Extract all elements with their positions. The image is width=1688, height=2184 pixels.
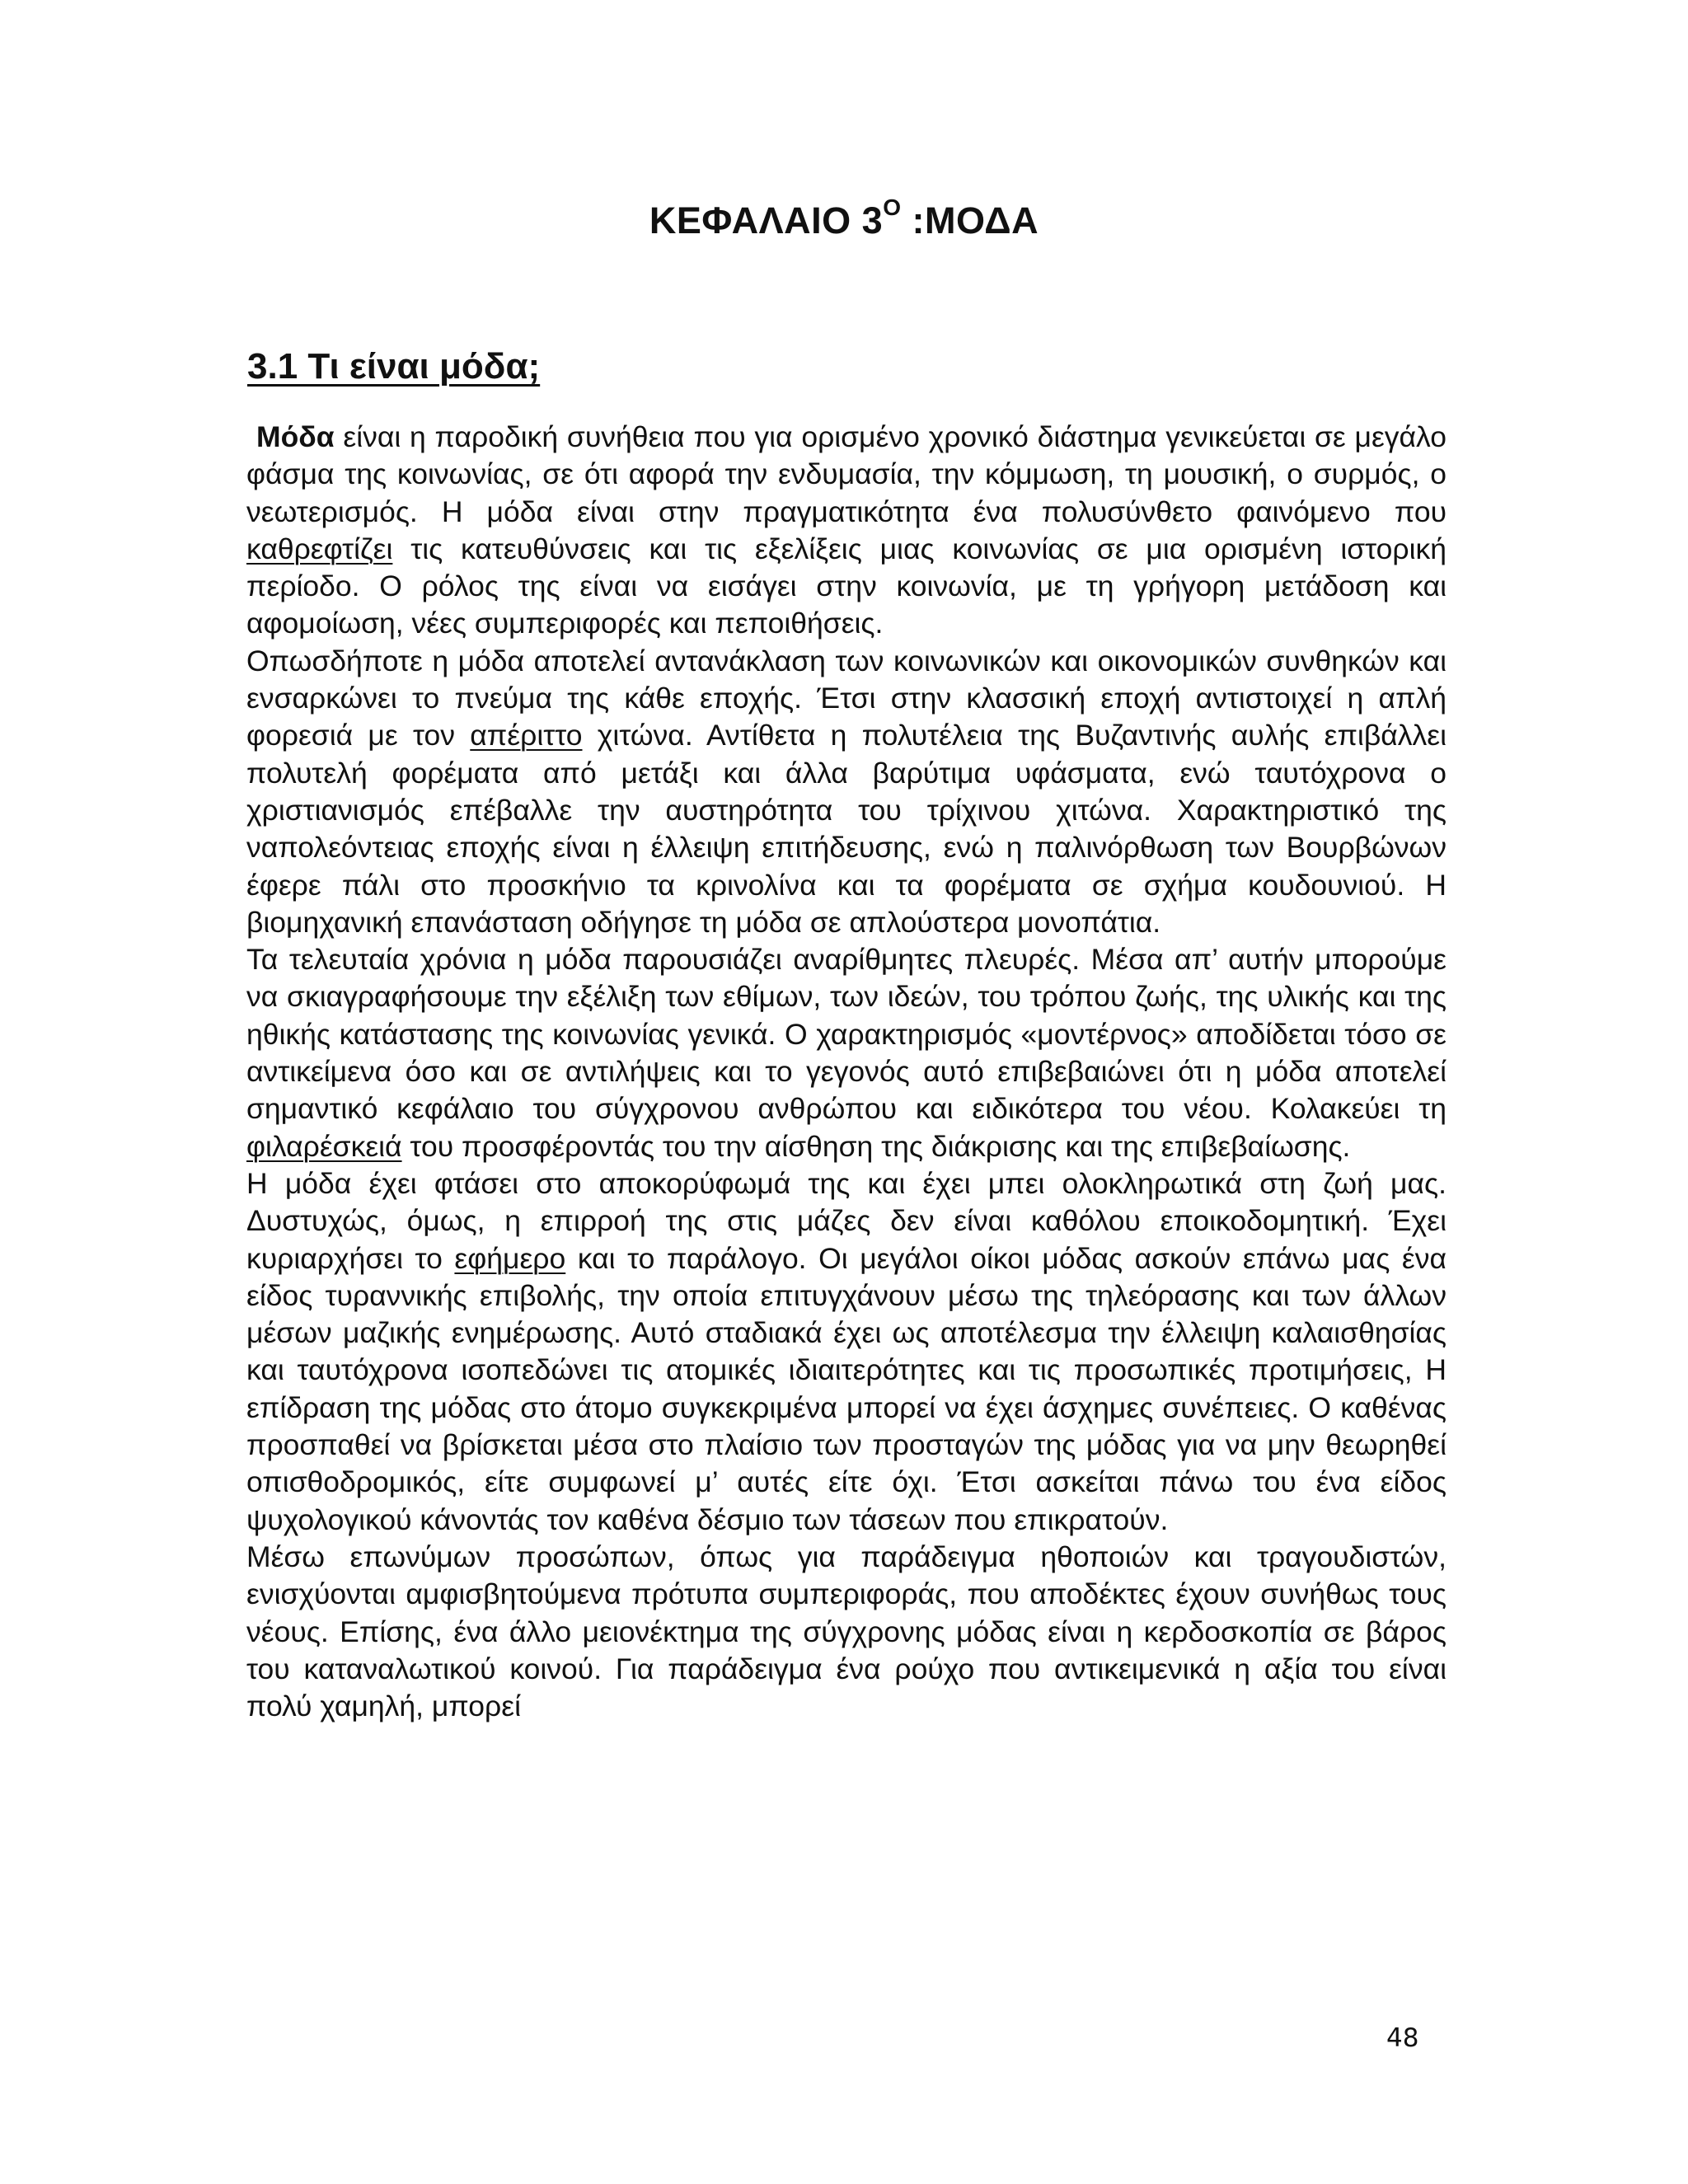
- paragraph-1-underlined-term: καθρεφτίζει: [246, 532, 393, 565]
- paragraph-3-underlined-term: φιλαρέσκειά: [246, 1129, 402, 1163]
- page-number: 48: [1386, 2023, 1419, 2053]
- paragraph-3-text-a: Τα τελευταία χρόνια η μόδα παρουσιάζει αναρίθμητες πλευρές. Μέσα απ’ αυτήν μπορούμε να σκιαγραφήσουμε την εξέλιξη των εθίμων, των ιδεών, του τρόπου ζωής, της υλικής και της ηθικής κατάστασης της κοινωνίας γενικά. Ο χαρακτηρισμός «μοντέρνος» αποδίδεται τόσο σε αντικείμενα όσο και σε αντιλήψεις και το γεγονός αυτό επιβεβαιώνει ότι η μόδα αποτελεί σημαντικό κεφάλαιο του σύγχρονου ανθρώπου και ειδικότερα του νέου. Κολακεύει τη: [246, 943, 1447, 1126]
- body-text: [246, 419, 1447, 1725]
- paragraph-3-text-b: του προσφέροντάς του την αίσθηση της διάκρισης και της επιβεβαίωσης.: [401, 1129, 1351, 1163]
- paragraph-1-text-a: είναι η παροδική συνήθεια που για ορισμένο χρονικό διάστημα γενικεύεται σε μεγάλο φάσμα της κοινωνίας, σε ότι αφορά την ενδυμασία, την κόμμωση, τη μουσική, ο συρμός, ο νεωτερισμός. Η μόδα είναι στην πραγματικότητα ένα πολυσύνθετο φαινόμενο που: [246, 420, 1447, 528]
- section-heading: 3.1 Τι είναι μόδα;: [247, 346, 541, 387]
- chapter-title-superscript: Ο: [883, 194, 902, 220]
- paragraph-4-text-a: Η μόδα έχει φτάσει στο αποκορύφωμά της και έχει μπει ολοκληρωτικά στη ζωή μας. Δυστυχώς, όμως, η επιρροή της στις μάζες δεν είναι καθόλου εποικοδομητική. Έχει κυριαρχήσει το: [246, 1166, 1447, 1275]
- paragraph-5-text-a: Μέσω επωνύμων προσώπων, όπως για παράδειγμα ηθοποιών και τραγουδιστών, ενισχύονται αμφισβητούμενα πρότυπα συμπεριφοράς, που αποδέκτες έχουν συνήθως τους νέους. Επίσης, ένα άλλο μειονέκτημα της σύγχρονης μόδας είναι η κερδοσκοπία σε βάρος του καταναλωτικού κοινού. Για παράδειγμα ένα ρούχο που αντικειμενικά η αξία του είναι πολύ χαμηλή, μπορεί: [246, 1540, 1447, 1723]
- paragraph-5: [246, 1539, 1447, 1725]
- chapter-title-main: ΚΕΦΑΛΑΙΟ 3: [649, 199, 884, 241]
- paragraph-4-underlined-term: εφήμερο: [454, 1241, 566, 1275]
- paragraph-1-text-b: τις κατευθύνσεις και τις εξελίξεις μιας κοινωνίας σε μια ορισμένη ιστορική περίοδο. Ο ρόλος της είναι να εισάγει στην κοινωνία, με τη γρήγορη μετάδοση και αφομοίωση, νέες συμπεριφορές και πεποιθήσεις.: [246, 532, 1447, 640]
- paragraph-1-lead-term: Μόδα: [256, 420, 335, 453]
- paragraph-2-text-a: Οπωσδήποτε η μόδα αποτελεί αντανάκλαση των κοινωνικών και οικονομικών συνθηκών και ενσαρκώνει το πνεύμα της κάθε εποχής. Έτσι στην κλασσική εποχή αντιστοιχεί η απλή φορεσιά με τον: [246, 644, 1447, 752]
- paragraph-2-underlined-term: απέριττο: [470, 719, 583, 752]
- paragraph-2: [246, 643, 1447, 941]
- paragraph-1: [246, 419, 1447, 643]
- paragraph-2-text-b: χιτώνα. Αντίθετα η πολυτέλεια της Βυζαντινής αυλής επιβάλλει πολυτελή φορέματα από μετάξι και άλλα βαρύτιμα υφάσματα, ενώ ταυτόχρονα ο χριστιανισμός επέβαλλε την αυστηρότητα του τρίχινου χιτώνα. Χαρακτηριστικό της ναπολεόντειας εποχής είναι η έλλειψη επιτήδευσης, ενώ η παλινόρθωση των Βουρβώνων έφερε πάλι στο προσκήνιο τα κρινολίνα και τα φορέματα σε σχήμα κουδουνιού. Η βιομηχανική επανάσταση οδήγησε τη μόδα σε απλούστερα μονοπάτια.: [246, 719, 1447, 939]
- chapter-title-rest: :ΜΟΔΑ: [901, 199, 1039, 241]
- chapter-title: [0, 194, 1688, 242]
- paragraph-4-text-b: και το παράλογο. Οι μεγάλοι οίκοι μόδας ασκούν επάνω μας ένα είδος τυραννικής επιβολής, την οποία επιτυγχάνουν μέσω της τηλεόρασης και των άλλων μέσων μαζικής ενημέρωσης. Αυτό σταδιακά έχει ως αποτέλεσμα την έλλειψη καλαισθησίας και ταυτόχρονα ισοπεδώνει τις ατομικές ιδιαιτερότητες και τις προσωπικές προτιμήσεις, Η επίδραση της μόδας στο άτομο συγκεκριμένα μπορεί να έχει άσχημες συνέπειες. Ο καθένας προσπαθεί να βρίσκεται μέσα στο πλαίσιο των προσταγών της μόδας για να μην θεωρηθεί οπισθοδρομικός, είτε συμφωνεί μ’ αυτές είτε όχι. Έτσι ασκείται πάνω του ένα είδος ψυχολογικού κάνοντάς τον καθένα δέσμιο των τάσεων που επικρατούν.: [246, 1241, 1447, 1536]
- paragraph-3: [246, 941, 1447, 1165]
- paragraph-4: [246, 1165, 1447, 1539]
